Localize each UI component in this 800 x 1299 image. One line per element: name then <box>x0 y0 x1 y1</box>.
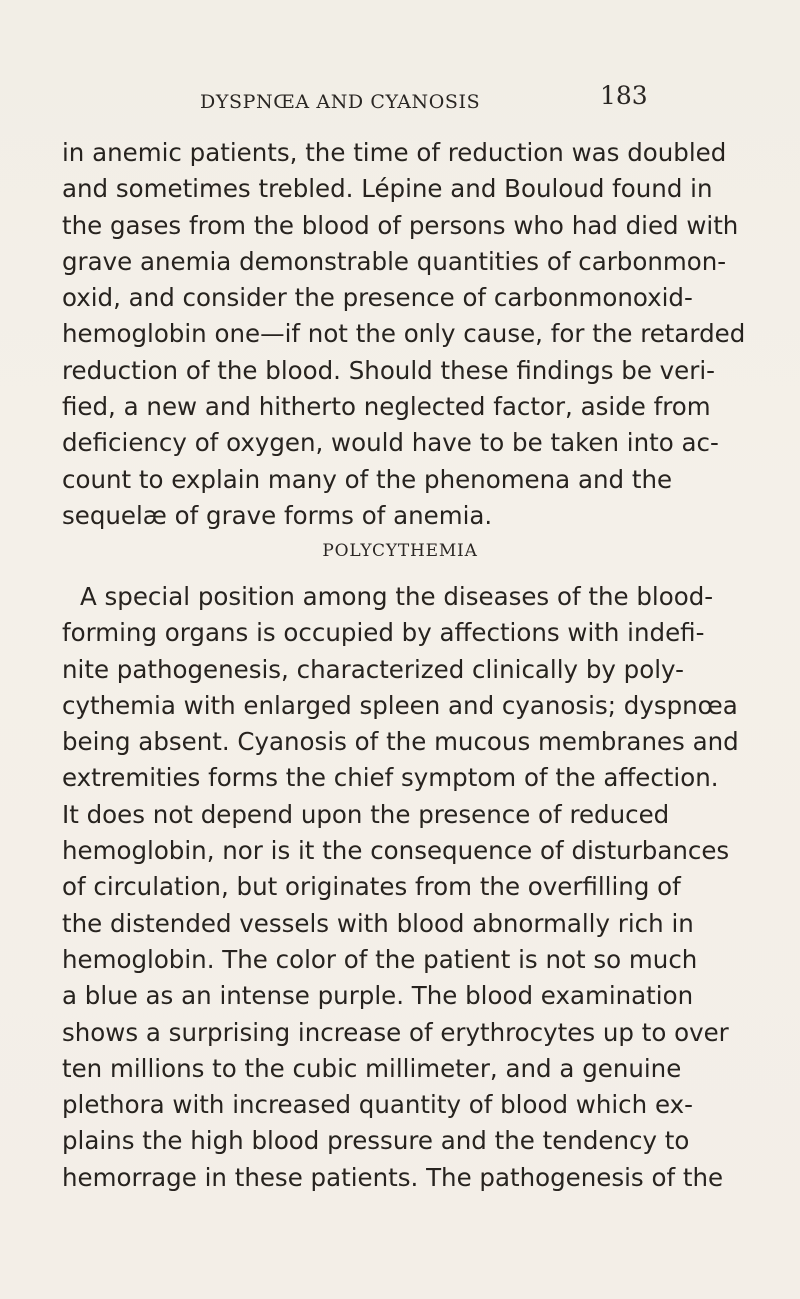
text-line: hemoglobin one—if not the only cause, for the retarded <box>62 319 746 349</box>
running-head: DYSPNŒA AND CYANOSIS <box>200 91 481 113</box>
text-line: sequelæ of grave forms of anemia. <box>62 500 493 530</box>
paragraph-2 <box>62 579 739 1196</box>
text-line: fied, a new and hitherto neglected factor, aside from <box>62 392 711 422</box>
text-line: grave anemia demonstrable quantities of carbonmon- <box>62 246 727 276</box>
text-line: ten millions to the cubic millimeter, and a genuine <box>62 1053 682 1083</box>
text-line: hemorrage in these patients. The pathogenesis of the <box>62 1162 724 1192</box>
page-number: 183 <box>600 81 648 110</box>
text-line: the gases from the blood of persons who had died with <box>62 210 739 240</box>
text-line: count to explain many of the phenomena and the <box>62 464 673 494</box>
text-line: nite pathogenesis, characterized clinically by poly- <box>62 654 684 684</box>
text-line: of circulation, but originates from the overfilling of <box>62 872 681 902</box>
text-line: shows a surprising increase of erythrocytes up to over <box>62 1017 729 1047</box>
section-heading: POLYCYTHEMIA <box>322 541 478 561</box>
text-line: and sometimes trebled. Lépine and Bouloud found in <box>62 174 713 204</box>
paragraph-1 <box>62 135 746 534</box>
text-line: the distended vessels with blood abnormally rich in <box>62 908 694 938</box>
text-line: deficiency of oxygen, would have to be taken into ac- <box>62 428 719 458</box>
text-line: It does not depend upon the presence of reduced <box>62 799 670 829</box>
text-line: hemoglobin, nor is it the consequence of disturbances <box>62 836 730 866</box>
text-line: being absent. Cyanosis of the mucous membranes and <box>62 727 739 757</box>
text-line: extremities forms the chief symptom of the affection. <box>62 763 719 793</box>
text-line: reduction of the blood. Should these findings be veri- <box>62 355 715 385</box>
text-line: a blue as an intense purple. The blood examination <box>62 981 694 1011</box>
text-line: in anemic patients, the time of reduction was doubled <box>62 138 727 167</box>
text-line: oxid, and consider the presence of carbonmonoxid- <box>62 283 693 313</box>
text-line: forming organs is occupied by affections with indefi- <box>62 618 705 648</box>
text-line: plethora with increased quantity of blood which ex- <box>62 1090 693 1120</box>
text-line: A special position among the diseases of the blood- <box>80 582 714 611</box>
text-line: cythemia with enlarged spleen and cyanosis; dyspnœa <box>62 690 738 720</box>
text-line: hemoglobin. The color of the patient is not so much <box>62 944 698 974</box>
text-line: plains the high blood pressure and the tendency to <box>62 1126 690 1156</box>
